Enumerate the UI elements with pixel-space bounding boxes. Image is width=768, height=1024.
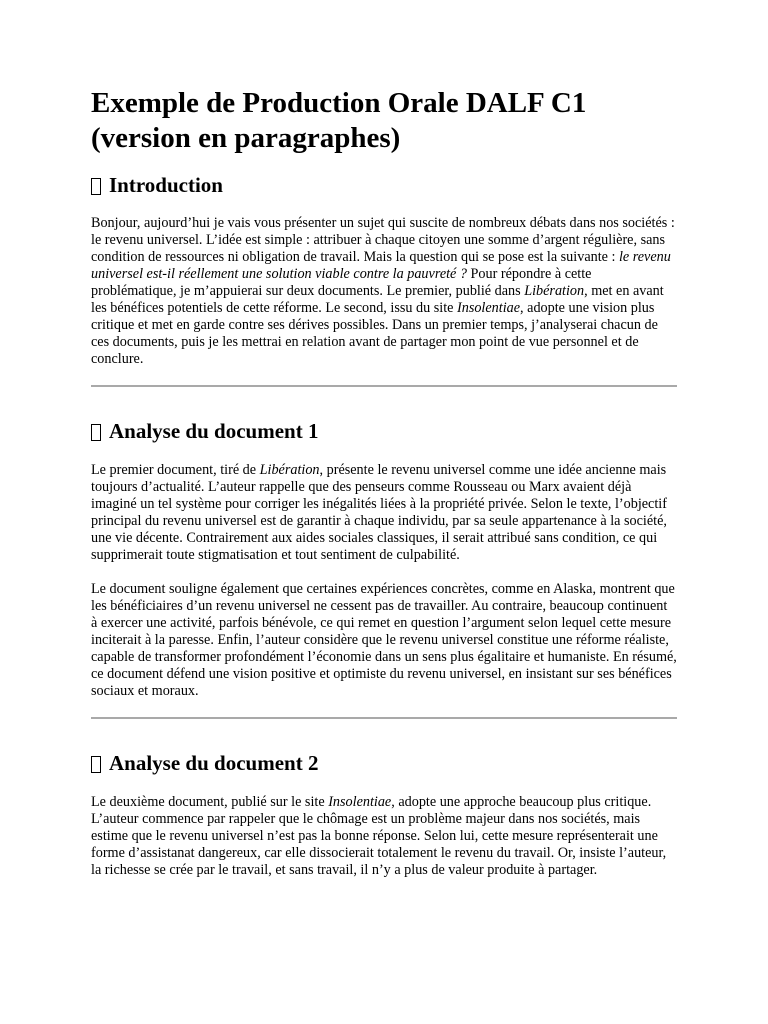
section-heading	[91, 172, 677, 198]
text-run: Le premier document, tiré de	[91, 462, 260, 478]
paragraph	[91, 215, 677, 368]
section-heading	[91, 750, 677, 776]
section-heading-text: Analyse du document 1	[109, 419, 319, 443]
section-divider	[91, 717, 677, 719]
section-heading-text: Analyse du document 2	[109, 751, 319, 775]
paragraph	[91, 462, 677, 564]
section-analyse-document-1	[91, 418, 677, 700]
italic-text: Libération	[259, 462, 320, 478]
text-run: , présente le revenu universel comme une idée ancienne mais toujours d’actualité. L’auteur rappelle que des penseurs comme Rousseau ou Marx avaient déjà imaginé un tel système pour corriger les inégalités liées à la propriété privée. Selon le texte, l’objectif principal du revenu universel est de garantir à chaque individu, par sa seule appartenance à la société, une vie décente. Contrairement aux aides sociales classiques, il serait attribué sans condition, ce qui supprimerait toute stigmatisation et tout sentiment de culpabilité.	[91, 462, 667, 563]
text-run: Bonjour, aujourd’hui je vais vous présenter un sujet qui suscite de nombreux débats dans nos sociétés : le revenu universel. L’idée est simple : attribuer à chaque citoyen une somme d’argent régulière, sans condition de ressources ni obligation de travail. Mais la question qui se pose est la suivante :	[91, 215, 675, 265]
missing-glyph-icon	[91, 178, 101, 195]
section-heading	[91, 418, 677, 444]
text-run: Le document souligne également que certaines expériences concrètes, comme en Alaska, montrent que les bénéficiaires d’un revenu universel ne cessent pas de travailler. Au contraire, beaucoup continuent à exercer une activité, parfois bénévole, ce qui remet en question l’argument selon lequel cette mesure inciterait à la paresse. Enfin, l’auteur considère que le revenu universel constitue une réforme réaliste, capable de transformer profondément l’économie dans un sens plus égalitaire et humaniste. En résumé, ce document défend une vision positive et optimiste du revenu universel, en insistant sur ses bénéfices sociaux et moraux.	[91, 581, 677, 699]
text-run: , met en avant les bénéfices potentiels de cette réforme. Le second, issu du site	[91, 283, 664, 316]
text-run: Le deuxième document, publié sur le site	[91, 794, 329, 810]
text-run: , adopte une approche beaucoup plus critique. L’auteur commence par rappeler que le chômage est un problème majeur dans nos sociétés, mais estime que le revenu universel n’est pas la bonne réponse. Selon lui, cette mesure représenterait une forme d’assistanat dangereux, car elle dissocierait totalement le revenu du travail. Or, insiste l’auteur, la richesse se crée par le travail, et sans travail, il n’y a plus de valeur produite à partager.	[91, 794, 667, 878]
section-divider	[91, 385, 677, 387]
section-heading-text: Introduction	[109, 173, 223, 197]
paragraph	[91, 794, 677, 879]
missing-glyph-icon	[91, 756, 101, 773]
text-run: , adopte une vision plus critique et met en garde contre ses dérives possibles. Dans un premier temps, j’analyserai chacun de ces documents, puis je les mettrai en relation avant de partager mon point de vue personnel et de conclure.	[91, 300, 658, 367]
missing-glyph-icon	[91, 424, 101, 441]
section-analyse-document-2	[91, 750, 677, 879]
paragraph	[91, 581, 677, 700]
italic-text: Insolentiae	[328, 794, 392, 810]
page-title: Exemple de Production Orale DALF C1 (version en paragraphes)	[91, 87, 587, 154]
text-run: Pour répondre à cette problématique, je m’appuierai sur deux documents. Le premier, publié dans	[91, 266, 592, 299]
document-page	[91, 86, 677, 879]
italic-text: Libération	[524, 283, 585, 299]
italic-text: le revenu universel est-il réellement une solution viable contre la pauvreté ?	[91, 249, 671, 282]
section-introduction	[91, 172, 677, 368]
italic-text: Insolentiae	[457, 300, 521, 316]
